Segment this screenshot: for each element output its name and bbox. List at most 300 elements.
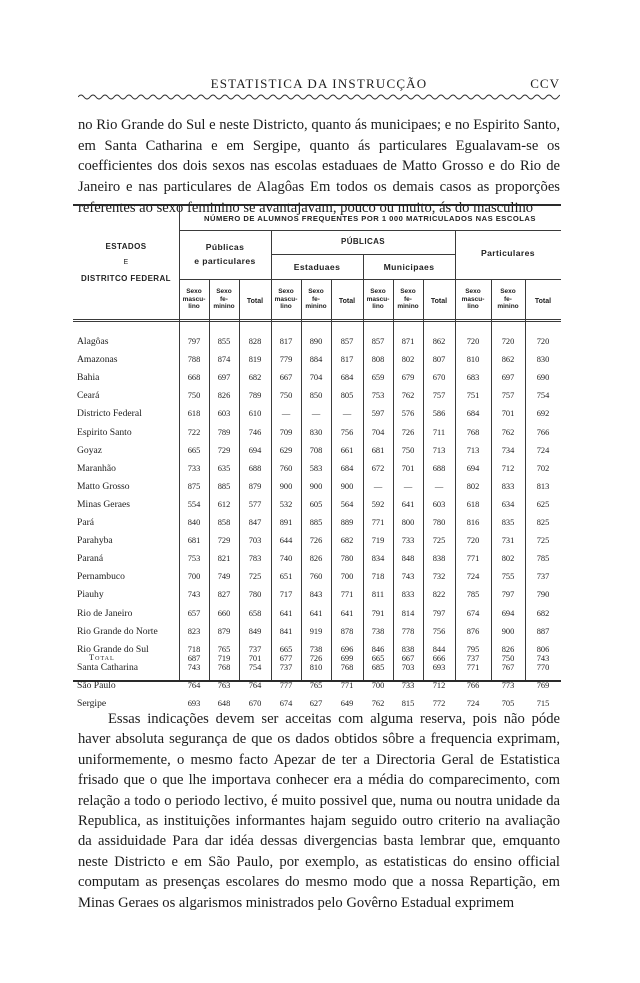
table-cell: 554 bbox=[187, 499, 201, 509]
table-cell: 703 bbox=[401, 662, 415, 672]
table-cell: 827 bbox=[217, 590, 231, 600]
table-cell: 749 bbox=[217, 572, 231, 582]
stub-header-estados: ESTADOS bbox=[105, 242, 147, 251]
table-cell: 855 bbox=[217, 337, 231, 346]
table-cell: 900 bbox=[501, 626, 515, 636]
table-cell: 724 bbox=[466, 572, 480, 582]
table-cell: 725 bbox=[248, 572, 262, 582]
table-cell: 789 bbox=[248, 391, 262, 401]
table-cell: 874 bbox=[217, 355, 231, 365]
table-cell: 857 bbox=[371, 337, 385, 346]
table-cell: 684 bbox=[340, 373, 354, 383]
table-row-label: Rio Grande do Sul bbox=[77, 643, 149, 655]
table-cell: — bbox=[311, 409, 321, 419]
table-cell: 769 bbox=[536, 680, 550, 690]
table-cell: 683 bbox=[466, 373, 480, 383]
table-cell: 805 bbox=[340, 391, 354, 401]
table-cell: 657 bbox=[187, 608, 201, 618]
total-cell: 726 bbox=[309, 654, 323, 663]
table-cell: 802 bbox=[501, 554, 515, 564]
table-cell: 767 bbox=[501, 662, 515, 672]
table-cell: 811 bbox=[371, 590, 385, 600]
table-cell: 667 bbox=[279, 373, 293, 383]
table-cell: 756 bbox=[432, 626, 446, 636]
subheader-total: Total bbox=[430, 298, 448, 305]
subheader-sexo-feminino: Sexo fe- minino bbox=[213, 288, 235, 311]
running-title: ESTATISTICA DA INSTRUCÇÃO bbox=[210, 76, 428, 91]
subheader-sexo-feminino: Sexo fe- minino bbox=[497, 288, 519, 311]
table-cell: 674 bbox=[466, 608, 480, 618]
table-cell: 685 bbox=[371, 662, 385, 672]
table-cell: 757 bbox=[501, 391, 515, 401]
table-cell: 819 bbox=[248, 355, 262, 365]
table-cell: 618 bbox=[466, 499, 480, 509]
total-cell: 719 bbox=[217, 654, 231, 663]
table-cell: 635 bbox=[217, 463, 231, 473]
table-row-label: Goyaz bbox=[77, 444, 103, 456]
table-cell: 876 bbox=[466, 626, 480, 636]
table-row-label: Paraná bbox=[77, 553, 104, 565]
table-cell: 810 bbox=[309, 662, 323, 672]
header-body-rule bbox=[73, 319, 561, 322]
stub-header-districto: DISTRITCO FEDERAL bbox=[81, 274, 171, 283]
table-cell: 858 bbox=[217, 518, 231, 527]
table-cell: 660 bbox=[217, 608, 231, 618]
table-cell: 770 bbox=[536, 662, 550, 672]
table-cell: 777 bbox=[279, 680, 293, 690]
table-cell: 694 bbox=[248, 445, 262, 455]
table-cell: 900 bbox=[340, 481, 354, 491]
total-cell: 737 bbox=[466, 654, 480, 663]
table-cell: 790 bbox=[536, 590, 550, 600]
total-row-label: Total bbox=[89, 653, 115, 662]
table-row-label: Piauhy bbox=[77, 589, 104, 601]
table-cell: 713 bbox=[432, 445, 446, 455]
table-cell: 713 bbox=[466, 445, 480, 455]
table-cell: 800 bbox=[401, 518, 415, 527]
table-cell: 834 bbox=[371, 554, 385, 564]
table-cell: 879 bbox=[248, 481, 262, 491]
total-cell: 699 bbox=[340, 654, 354, 663]
table-cell: 576 bbox=[401, 409, 415, 419]
table-cell: 693 bbox=[432, 662, 446, 672]
table-cell: 762 bbox=[501, 427, 515, 437]
table-cell: 701 bbox=[401, 463, 415, 473]
group-municipaes: Municipaes bbox=[383, 262, 435, 272]
table-cell: 674 bbox=[279, 699, 293, 708]
table-cell: 612 bbox=[217, 499, 231, 509]
table-cell: 857 bbox=[340, 337, 354, 346]
table-cell: 720 bbox=[536, 337, 550, 346]
table-cell: 830 bbox=[536, 355, 550, 365]
table-cell: 719 bbox=[371, 536, 385, 546]
table-cell: 658 bbox=[248, 608, 262, 618]
table-cell: 586 bbox=[432, 409, 446, 419]
table-cell: 862 bbox=[501, 355, 515, 365]
table-cell: 659 bbox=[371, 373, 385, 383]
subheader-total: Total bbox=[534, 298, 552, 305]
table-cell: 700 bbox=[187, 572, 201, 582]
table-cell: 670 bbox=[248, 699, 262, 708]
table-cell: 641 bbox=[279, 608, 293, 618]
table-cell: 760 bbox=[279, 463, 293, 473]
table-cell: — bbox=[434, 481, 444, 491]
table-row-label: Matto Grosso bbox=[77, 480, 130, 492]
table-cell: 785 bbox=[536, 554, 550, 564]
subheader-sexo-masculino: Sexo mascu- lino bbox=[461, 288, 485, 311]
table-row-label: Santa Catharina bbox=[77, 661, 139, 673]
table-cell: 743 bbox=[187, 662, 201, 672]
table-cell: 681 bbox=[371, 445, 385, 455]
table-cell: 711 bbox=[432, 427, 446, 437]
total-cell: 687 bbox=[187, 654, 201, 663]
paragraph-top: no Rio Grande do Sul e neste Districto, quanto ás municipaes; e no Espirito Santo, em Santa Catharina e em Sergipe, quanto ás particulares Egualavam-se os coefficientes dos dois sexos nas escolas estaduaes de Matto Grosso e do Rio de Janeiro e nas particulares de Alagôas Em todos os demais casos as proporções referentes ao sexo feminino se avantajavam, pouco ou muito, ás do masculino bbox=[78, 117, 560, 216]
table-cell: 712 bbox=[501, 463, 515, 473]
table-cell: 717 bbox=[279, 590, 293, 600]
subheader-total: Total bbox=[338, 298, 356, 305]
table-cell: 779 bbox=[279, 355, 293, 365]
table-cell: 684 bbox=[466, 409, 480, 419]
table-cell: 564 bbox=[340, 499, 354, 509]
table-cell: 766 bbox=[536, 427, 550, 437]
table-cell: 629 bbox=[279, 445, 293, 455]
table-cell: 694 bbox=[466, 463, 480, 473]
table-cell: 737 bbox=[536, 572, 550, 582]
table-row-label: Parahyba bbox=[77, 535, 113, 547]
table-cell: 835 bbox=[501, 518, 515, 527]
table-cell: 532 bbox=[279, 499, 293, 509]
table-cell: 708 bbox=[309, 445, 323, 455]
table-cell: 773 bbox=[501, 680, 515, 690]
table-cell: 771 bbox=[340, 590, 354, 600]
table-cell: 771 bbox=[466, 554, 480, 564]
table-cell: 762 bbox=[401, 391, 415, 401]
table-cell: 843 bbox=[309, 590, 323, 600]
table-cell: 757 bbox=[432, 391, 446, 401]
total-cell: 667 bbox=[401, 654, 415, 663]
total-cell: 665 bbox=[371, 654, 385, 663]
table-cell: 797 bbox=[432, 608, 446, 618]
table-cell: 826 bbox=[501, 644, 515, 654]
page-number: CCV bbox=[530, 76, 560, 91]
table-cell: 592 bbox=[371, 499, 385, 509]
table-cell: 693 bbox=[187, 699, 201, 708]
table-cell: 700 bbox=[371, 680, 385, 690]
table-cell: 709 bbox=[279, 427, 293, 437]
table-cell: 583 bbox=[309, 463, 323, 473]
group-header-rule bbox=[179, 279, 561, 280]
table-cell: 641 bbox=[401, 499, 415, 509]
table-cell: 838 bbox=[401, 644, 415, 654]
total-cell: 750 bbox=[501, 654, 515, 663]
table-cell: 797 bbox=[501, 590, 515, 600]
group-particulares: Particulares bbox=[480, 248, 535, 258]
frequency-table bbox=[73, 204, 561, 709]
table-cell: 797 bbox=[187, 337, 201, 346]
subheader-sexo-feminino: Sexo fe- minino bbox=[305, 288, 327, 311]
table-cell: 610 bbox=[248, 409, 262, 419]
table-row-label: Pará bbox=[77, 517, 95, 528]
table-cell: 726 bbox=[309, 536, 323, 546]
table-cell: 738 bbox=[309, 644, 323, 654]
table-cell: 788 bbox=[187, 355, 201, 365]
table-cell: 734 bbox=[501, 445, 515, 455]
table-cell: 878 bbox=[340, 626, 354, 636]
table-cell: 780 bbox=[432, 518, 446, 527]
table-cell: 813 bbox=[536, 481, 550, 491]
table-row-label: Districto Federal bbox=[77, 408, 142, 420]
table-cell: 729 bbox=[217, 536, 231, 546]
table-cell: 841 bbox=[279, 626, 293, 636]
table-cell: 815 bbox=[401, 699, 415, 708]
table-cell: 756 bbox=[340, 427, 354, 437]
table-cell: 720 bbox=[466, 536, 480, 546]
table-cell: 830 bbox=[309, 427, 323, 437]
table-cell: 764 bbox=[187, 680, 201, 690]
table-cell: 641 bbox=[340, 608, 354, 618]
table-cell: 648 bbox=[217, 699, 231, 708]
table-row-label: São Paulo bbox=[77, 679, 116, 691]
table-cell: 838 bbox=[432, 554, 446, 564]
table-cell: 702 bbox=[536, 463, 550, 473]
table-top-rule bbox=[73, 204, 561, 206]
table-row-label: Ceará bbox=[77, 390, 100, 402]
table-cell: 668 bbox=[187, 373, 201, 383]
table-cell: 697 bbox=[217, 373, 231, 383]
table-cell: 737 bbox=[279, 662, 293, 672]
table-cell: 694 bbox=[501, 608, 515, 618]
table-cell: 688 bbox=[432, 463, 446, 473]
table-row-label: Rio de Janeiro bbox=[77, 607, 133, 619]
table-cell: 765 bbox=[309, 680, 323, 690]
group-publicas: PÚBLICAS bbox=[340, 237, 386, 246]
table-cell: 718 bbox=[187, 644, 201, 654]
total-cell: 666 bbox=[432, 654, 446, 663]
subheader-sexo-masculino: Sexo mascu- lino bbox=[182, 288, 206, 311]
table-cell: 703 bbox=[248, 536, 262, 546]
table-cell: 696 bbox=[340, 644, 354, 654]
table-cell: 733 bbox=[401, 680, 415, 690]
stub-header-e: E bbox=[123, 259, 129, 266]
table-cell: 603 bbox=[217, 409, 231, 419]
subheader-sexo-masculino: Sexo mascu- lino bbox=[274, 288, 298, 311]
table-row-label: Alagôas bbox=[77, 336, 109, 347]
table-cell: 802 bbox=[401, 355, 415, 365]
paragraph-bottom: Essas indicações devem ser acceitas com alguma reserva, pois não póde haver absoluta segurança de que os dados obtidos sôbre a frequencia exprimam, uniformemente, o mesmo facto Apezar de ter a Directoria Geral de Estatistica frisado que o que lhe importava conhecer era a média do comparecimento, com relação a todo o periodo lectivo, é muito possivel que, numa ou noutra unidade da Republica, as instituições informantes hajam seguido outro criterio na avaliação da assiduidade Para dar idéa dessas divergencias basta lembrar que, emquanto neste Districto e em São Paulo, por exemplo, as estatisticas do ensino official computam as presenças escolares do mesmo modo que a nossa Repartição, em Minas Geraes os algarismos ministrados pelo Govêrno Estadual exprimem bbox=[78, 711, 560, 911]
table-cell: 733 bbox=[187, 463, 201, 473]
table-cell: 765 bbox=[217, 644, 231, 654]
table-cell: 750 bbox=[187, 391, 201, 401]
table-cell: 672 bbox=[371, 463, 385, 473]
table-cell: 840 bbox=[187, 518, 201, 527]
table-cell: 743 bbox=[187, 590, 201, 600]
table-cell: 670 bbox=[432, 373, 446, 383]
table-cell: 847 bbox=[248, 518, 262, 527]
table-cell: 726 bbox=[401, 427, 415, 437]
table-cell: 605 bbox=[309, 499, 323, 509]
table-cell: 627 bbox=[309, 699, 323, 708]
table-cell: 783 bbox=[248, 554, 262, 564]
table-row-label: Amazonas bbox=[77, 354, 118, 366]
total-cell: 701 bbox=[248, 654, 262, 663]
table-cell: 814 bbox=[401, 608, 415, 618]
table-cell: 665 bbox=[279, 644, 293, 654]
table-cell: 729 bbox=[217, 445, 231, 455]
table-cell: 740 bbox=[279, 554, 293, 564]
table-cell: 760 bbox=[309, 572, 323, 582]
running-head bbox=[78, 76, 560, 94]
table-cell: — bbox=[373, 481, 383, 491]
table-row-label: Minas Geraes bbox=[77, 498, 131, 510]
table-cell: 778 bbox=[401, 626, 415, 636]
table-cell: 755 bbox=[501, 572, 515, 582]
table-cell: 641 bbox=[309, 608, 323, 618]
table-cell: 763 bbox=[217, 680, 231, 690]
table-cell: 862 bbox=[432, 337, 446, 346]
table-cell: 768 bbox=[217, 662, 231, 672]
table-cell: 785 bbox=[466, 590, 480, 600]
table-cell: 879 bbox=[217, 626, 231, 636]
table-cell: 849 bbox=[248, 626, 262, 636]
table-cell: 846 bbox=[371, 644, 385, 654]
table-cell: 900 bbox=[309, 481, 323, 491]
group-publicas-particulares-1: Públicas bbox=[205, 242, 245, 252]
table-cell: 684 bbox=[340, 463, 354, 473]
table-main-header: NÚMERO DE ALUMNOS FREQUENTES POR 1 000 MATRICULADOS NAS ESCOLAS bbox=[204, 214, 536, 223]
table-cell: 884 bbox=[309, 355, 323, 365]
table-cell: 634 bbox=[501, 499, 515, 509]
table-cell: 704 bbox=[309, 373, 323, 383]
table-cell: 644 bbox=[279, 536, 293, 546]
table-cell: 762 bbox=[371, 699, 385, 708]
table-cell: 754 bbox=[536, 391, 550, 401]
table-cell: 771 bbox=[466, 662, 480, 672]
table-cell: 603 bbox=[432, 499, 446, 509]
table-cell: 822 bbox=[432, 590, 446, 600]
table-cell: 701 bbox=[501, 409, 515, 419]
table-row-label: Bahia bbox=[77, 372, 100, 384]
table-cell: 802 bbox=[466, 481, 480, 491]
table-cell: 891 bbox=[279, 518, 293, 527]
table-cell: 725 bbox=[432, 536, 446, 546]
table-cell: 692 bbox=[536, 409, 550, 419]
table-cell: 817 bbox=[279, 337, 293, 346]
table-cell: 789 bbox=[217, 427, 231, 437]
table-cell: — bbox=[342, 409, 352, 419]
subheader-total: Total bbox=[246, 298, 264, 305]
table-cell: — bbox=[281, 409, 291, 419]
table-cell: 746 bbox=[248, 427, 262, 437]
table-cell: 848 bbox=[401, 554, 415, 564]
table-cell: 597 bbox=[371, 409, 385, 419]
table-cell: 665 bbox=[187, 445, 201, 455]
table-cell: 720 bbox=[501, 337, 515, 346]
table-cell: 810 bbox=[466, 355, 480, 365]
table-cell: 889 bbox=[340, 518, 354, 527]
table-cell: 825 bbox=[536, 518, 550, 527]
table-cell: 890 bbox=[309, 337, 323, 346]
table-cell: 807 bbox=[432, 355, 446, 365]
table-cell: 791 bbox=[371, 608, 385, 618]
table-cell: 690 bbox=[536, 373, 550, 383]
table-cell: 826 bbox=[309, 554, 323, 564]
table-row-label: Maranhão bbox=[77, 462, 116, 474]
table-cell: 771 bbox=[340, 680, 354, 690]
table-cell: 718 bbox=[371, 572, 385, 582]
table-cell: 688 bbox=[248, 463, 262, 473]
table-row-label: Rio Grande do Norte bbox=[77, 625, 158, 637]
table-cell: 772 bbox=[432, 699, 446, 708]
table-cell: 682 bbox=[340, 536, 354, 546]
table-cell: 618 bbox=[187, 409, 201, 419]
total-cell: 677 bbox=[279, 654, 293, 663]
table-cell: 816 bbox=[466, 518, 480, 527]
table-cell: 651 bbox=[279, 572, 293, 582]
subheader-sexo-masculino: Sexo mascu- lino bbox=[366, 288, 390, 311]
table-cell: 625 bbox=[536, 499, 550, 509]
table-cell: 697 bbox=[501, 373, 515, 383]
table-cell: 885 bbox=[217, 481, 231, 491]
table-cell: 743 bbox=[401, 572, 415, 582]
table-cell: 724 bbox=[536, 445, 550, 455]
total-cell: 743 bbox=[536, 654, 550, 663]
table-cell: 750 bbox=[401, 445, 415, 455]
table-cell: 722 bbox=[187, 427, 201, 437]
table-cell: 732 bbox=[432, 572, 446, 582]
table-cell: 754 bbox=[248, 662, 262, 672]
table-cell: 871 bbox=[401, 337, 415, 346]
table-cell: 704 bbox=[371, 427, 385, 437]
table-cell: 768 bbox=[340, 662, 354, 672]
table-cell: 823 bbox=[187, 626, 201, 636]
table-cell: 826 bbox=[217, 391, 231, 401]
table-cell: 577 bbox=[248, 499, 262, 509]
table-cell: 900 bbox=[279, 481, 293, 491]
table-cell: — bbox=[403, 481, 413, 491]
table-cell: 700 bbox=[340, 572, 354, 582]
table-row-label: Sergipe bbox=[77, 698, 107, 709]
table-cell: 795 bbox=[466, 644, 480, 654]
table-cell: 768 bbox=[466, 427, 480, 437]
table-cell: 817 bbox=[340, 355, 354, 365]
subheader-sexo-feminino: Sexo fe- minino bbox=[397, 288, 419, 311]
table-cell: 737 bbox=[248, 644, 262, 654]
table-cell: 828 bbox=[248, 337, 262, 346]
table-cell: 725 bbox=[536, 536, 550, 546]
table-cell: 887 bbox=[536, 626, 550, 636]
table-cell: 649 bbox=[340, 699, 354, 708]
table-cell: 780 bbox=[248, 590, 262, 600]
table-cell: 753 bbox=[187, 554, 201, 564]
table-cell: 875 bbox=[187, 481, 201, 491]
table-cell: 844 bbox=[432, 644, 446, 654]
table-cell: 705 bbox=[501, 699, 515, 708]
table-cell: 682 bbox=[536, 608, 550, 618]
table-cell: 751 bbox=[466, 391, 480, 401]
table-cell: 806 bbox=[536, 644, 550, 654]
table-cell: 679 bbox=[401, 373, 415, 383]
group-estaduaes: Estaduaes bbox=[293, 262, 341, 272]
table-cell: 808 bbox=[371, 355, 385, 365]
table-cell: 764 bbox=[248, 680, 262, 690]
table-cell: 833 bbox=[501, 481, 515, 491]
table-cell: 682 bbox=[248, 373, 262, 383]
main-header-rule bbox=[179, 230, 561, 231]
table-cell: 733 bbox=[401, 536, 415, 546]
table-cell: 753 bbox=[371, 391, 385, 401]
table-row-label: Pernambuco bbox=[77, 571, 125, 583]
table-cell: 681 bbox=[187, 536, 201, 546]
